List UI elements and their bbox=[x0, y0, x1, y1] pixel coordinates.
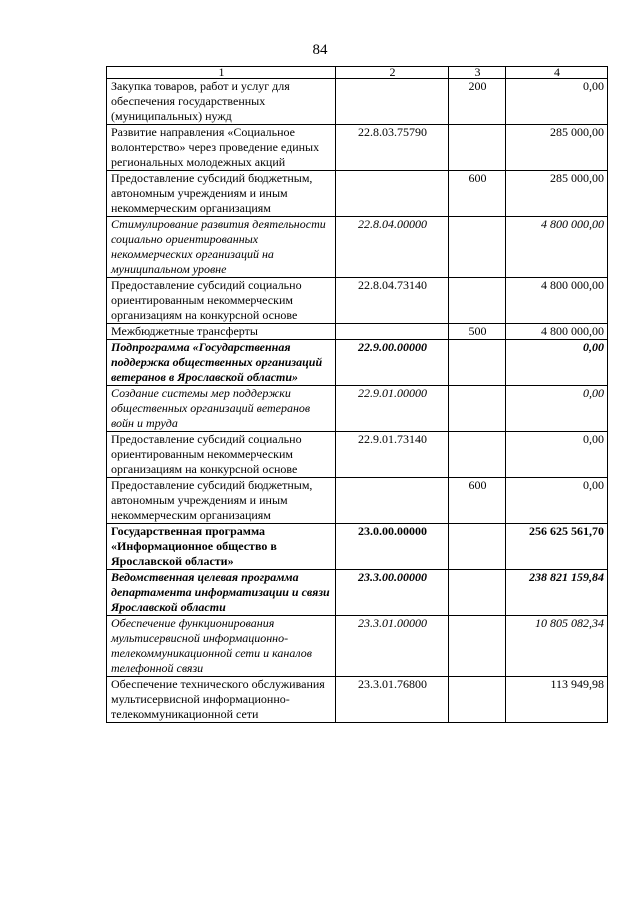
row-name-cell: Межбюджетные трансферты bbox=[107, 324, 336, 340]
row-amount-cell: 285 000,00 bbox=[506, 171, 608, 217]
table-row bbox=[107, 432, 608, 478]
row-name-cell: Предоставление субсидий бюджетным, автономным учреждениям и иным некоммерческим организациям bbox=[107, 478, 336, 524]
row-code-cell: 23.3.00.00000 bbox=[336, 570, 449, 616]
table-row bbox=[107, 79, 608, 125]
row-code-cell bbox=[336, 478, 449, 524]
row-expense-type-cell bbox=[449, 570, 506, 616]
row-code-cell bbox=[336, 171, 449, 217]
row-expense-type-cell bbox=[449, 125, 506, 171]
row-amount-cell: 256 625 561,70 bbox=[506, 524, 608, 570]
header-col-2: 2 bbox=[336, 67, 449, 79]
row-amount-cell: 0,00 bbox=[506, 79, 608, 125]
row-code-cell: 22.8.03.75790 bbox=[336, 125, 449, 171]
row-amount-cell: 4 800 000,00 bbox=[506, 278, 608, 324]
table-row bbox=[107, 217, 608, 278]
row-amount-cell: 285 000,00 bbox=[506, 125, 608, 171]
row-expense-type-cell bbox=[449, 340, 506, 386]
row-code-cell: 22.8.04.73140 bbox=[336, 278, 449, 324]
row-code-cell: 22.8.04.00000 bbox=[336, 217, 449, 278]
row-name-cell: Закупка товаров, работ и услуг для обеспечения государственных (муниципальных) нужд bbox=[107, 79, 336, 125]
table-row bbox=[107, 677, 608, 723]
row-expense-type-cell: 500 bbox=[449, 324, 506, 340]
row-expense-type-cell: 200 bbox=[449, 79, 506, 125]
table-row bbox=[107, 616, 608, 677]
header-row bbox=[107, 67, 608, 79]
row-name-cell: Обеспечение технического обслуживания мультисервисной информационно-телекоммуникационной сети bbox=[107, 677, 336, 723]
row-amount-cell: 0,00 bbox=[506, 340, 608, 386]
row-amount-cell: 0,00 bbox=[506, 386, 608, 432]
row-amount-cell: 10 805 082,34 bbox=[506, 616, 608, 677]
row-name-cell: Обеспечение функционирования мультисервисной информационно-телекоммуникационной сети и каналов телефонной связи bbox=[107, 616, 336, 677]
row-name-cell: Ведомственная целевая программа департамента информатизации и связи Ярославской области bbox=[107, 570, 336, 616]
row-name-cell: Стимулирование развития деятельности социально ориентированных некоммерческих организаций на муниципальном уровне bbox=[107, 217, 336, 278]
row-amount-cell: 0,00 bbox=[506, 478, 608, 524]
header-col-4: 4 bbox=[506, 67, 608, 79]
table-row bbox=[107, 386, 608, 432]
row-expense-type-cell bbox=[449, 386, 506, 432]
table-row bbox=[107, 524, 608, 570]
row-name-cell: Государственная программа «Информационное общество в Ярославской области» bbox=[107, 524, 336, 570]
page-number: 84 bbox=[312, 42, 328, 58]
row-expense-type-cell bbox=[449, 217, 506, 278]
row-code-cell bbox=[336, 324, 449, 340]
row-expense-type-cell bbox=[449, 432, 506, 478]
row-name-cell: Предоставление субсидий бюджетным, автономным учреждениям и иным некоммерческим организациям bbox=[107, 171, 336, 217]
budget-table bbox=[106, 66, 608, 723]
row-code-cell: 22.9.01.00000 bbox=[336, 386, 449, 432]
table-body bbox=[107, 79, 608, 723]
row-expense-type-cell bbox=[449, 278, 506, 324]
table-row bbox=[107, 125, 608, 171]
row-expense-type-cell bbox=[449, 677, 506, 723]
table-row bbox=[107, 278, 608, 324]
row-code-cell: 22.9.01.73140 bbox=[336, 432, 449, 478]
row-expense-type-cell bbox=[449, 524, 506, 570]
row-name-cell: Подпрограмма «Государственная поддержка общественных организаций ветеранов в Ярославской области» bbox=[107, 340, 336, 386]
row-code-cell: 23.3.01.76800 bbox=[336, 677, 449, 723]
table-row bbox=[107, 340, 608, 386]
row-code-cell: 23.0.00.00000 bbox=[336, 524, 449, 570]
row-expense-type-cell: 600 bbox=[449, 478, 506, 524]
row-amount-cell: 0,00 bbox=[506, 432, 608, 478]
row-amount-cell: 4 800 000,00 bbox=[506, 217, 608, 278]
table-row bbox=[107, 324, 608, 340]
row-name-cell: Развитие направления «Социальное волонтерство» через проведение единых региональных молодежных акций bbox=[107, 125, 336, 171]
row-code-cell: 22.9.00.00000 bbox=[336, 340, 449, 386]
header-col-1: 1 bbox=[107, 67, 336, 79]
row-amount-cell: 4 800 000,00 bbox=[506, 324, 608, 340]
row-expense-type-cell: 600 bbox=[449, 171, 506, 217]
row-name-cell: Предоставление субсидий социально ориентированным некоммерческим организациям на конкурсной основе bbox=[107, 432, 336, 478]
table-row bbox=[107, 570, 608, 616]
row-amount-cell: 113 949,98 bbox=[506, 677, 608, 723]
row-name-cell: Предоставление субсидий социально ориентированным некоммерческим организациям на конкурсной основе bbox=[107, 278, 336, 324]
header-col-3: 3 bbox=[449, 67, 506, 79]
table-row bbox=[107, 171, 608, 217]
row-expense-type-cell bbox=[449, 616, 506, 677]
row-code-cell bbox=[336, 79, 449, 125]
row-amount-cell: 238 821 159,84 bbox=[506, 570, 608, 616]
row-code-cell: 23.3.01.00000 bbox=[336, 616, 449, 677]
table-row bbox=[107, 478, 608, 524]
row-name-cell: Создание системы мер поддержки общественных организаций ветеранов войн и труда bbox=[107, 386, 336, 432]
